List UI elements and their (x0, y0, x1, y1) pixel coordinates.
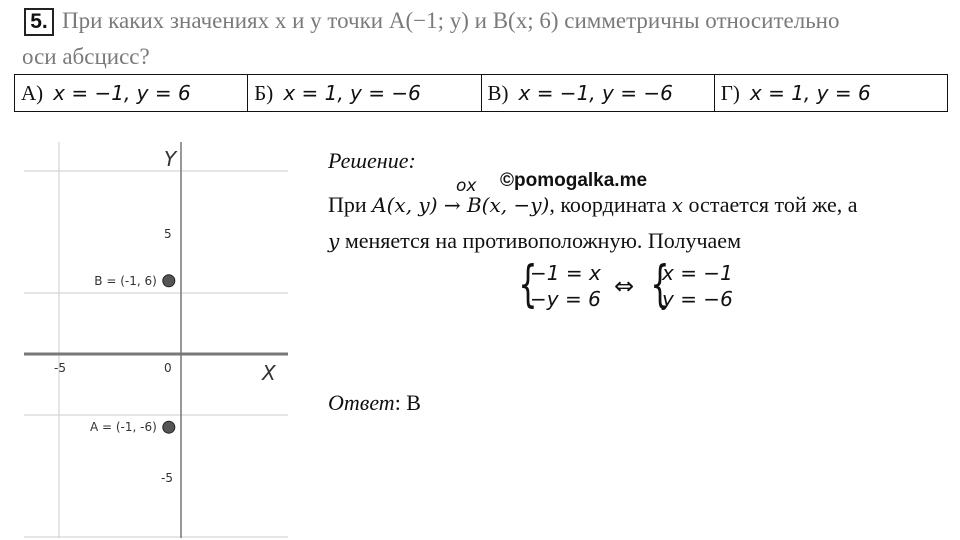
text: При (328, 192, 373, 217)
grid-lines (24, 142, 288, 538)
point-label: B = (-1, 6) (94, 273, 157, 288)
text: остается той же, а (683, 192, 858, 217)
point-label: A = (-1, -6) (89, 420, 157, 435)
text: меняется на противоположную. Получаем (339, 228, 741, 253)
math-var-y: y (328, 229, 340, 253)
answer-line (328, 390, 421, 416)
x-axis-label: X (262, 361, 276, 385)
right-brace: { (650, 255, 670, 313)
option-letter: Г) (720, 80, 740, 105)
point-marker (163, 421, 175, 433)
task-number: 5. (24, 8, 54, 36)
option-letter: В) (487, 80, 509, 105)
equation: −1 = x (530, 261, 601, 285)
math-mapping: A(x, y) → B(x, −y) (372, 193, 550, 217)
solution-title: Решение: (328, 148, 416, 173)
coordinate-plane (24, 142, 290, 538)
answer-label: Ответ (328, 390, 395, 415)
tick-label-x-neg5: -5 (54, 361, 66, 375)
point-marker (163, 275, 175, 287)
question-line-2: оси абсцисс? (22, 44, 150, 69)
answer-options-table (14, 74, 948, 112)
option-letter: А) (21, 80, 44, 105)
arrow-annotation-ox: ox (456, 176, 477, 196)
equation-system-left (530, 260, 601, 312)
answer-value: : В (394, 390, 421, 415)
tick-label-y-neg5: -5 (161, 471, 173, 485)
equation-system-right (662, 260, 733, 312)
option-expression: x = −1, y = 6 (53, 81, 191, 105)
option-v[interactable] (482, 75, 715, 111)
question-line-1: При каких значениях x и y точки A(−1; y) и B(x; 6) симметричны относительно (62, 8, 840, 33)
option-b[interactable] (248, 75, 481, 111)
option-letter: Б) (254, 80, 274, 105)
option-g[interactable] (715, 75, 947, 111)
solution-line-2 (328, 228, 741, 254)
equation: x = −1 (662, 261, 733, 285)
option-a[interactable] (15, 75, 248, 111)
option-expression: x = −1, y = −6 (518, 81, 673, 105)
tick-label-y-5: 5 (164, 227, 172, 241)
option-expression: x = 1, y = 6 (749, 81, 871, 105)
solution-line-1 (328, 192, 858, 218)
y-axis-label: Y (164, 147, 177, 171)
watermark: ©pomogalka.me (500, 170, 648, 191)
math-var-x: x (671, 193, 683, 217)
left-brace: { (518, 255, 538, 313)
text: , координата (549, 192, 672, 217)
equation: −y = 6 (530, 287, 601, 311)
origin-label: 0 (164, 361, 172, 375)
equation: y = −6 (662, 287, 733, 311)
equivalence-sign: ⇔ (614, 272, 635, 300)
option-expression: x = 1, y = −6 (283, 81, 421, 105)
